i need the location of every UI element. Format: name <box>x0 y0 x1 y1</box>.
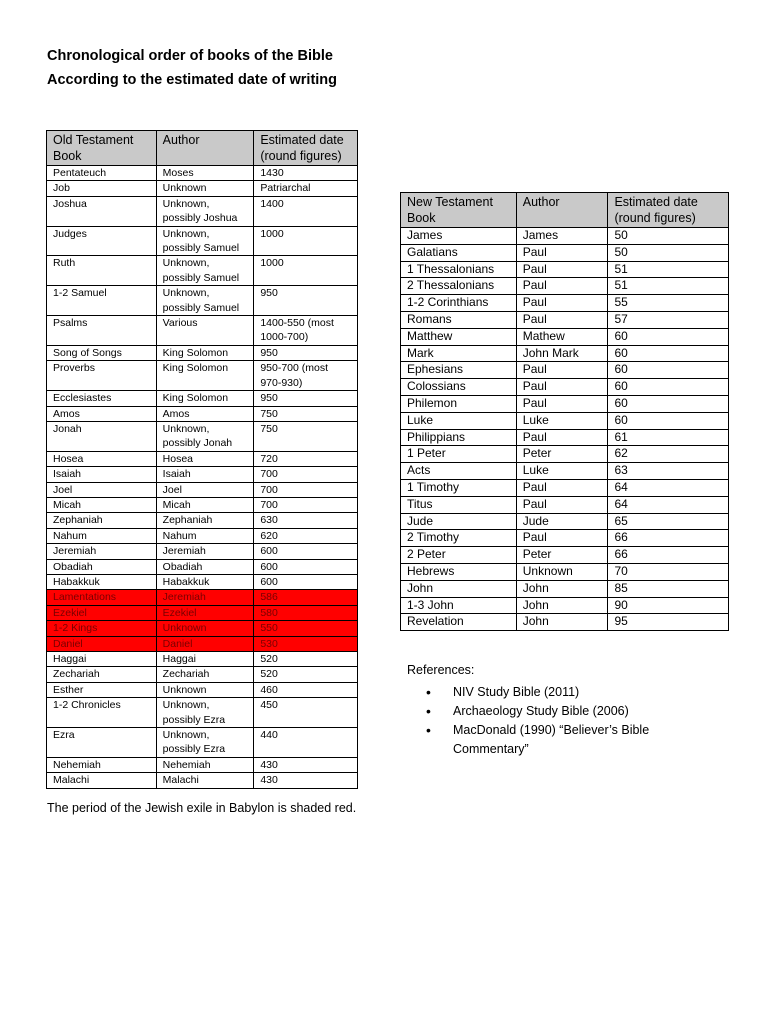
cell-date: 61 <box>608 429 729 446</box>
cell-book: Isaiah <box>47 467 157 482</box>
cell-book: Romans <box>401 311 517 328</box>
cell-author: Various <box>156 316 254 346</box>
new-testament-table <box>400 192 729 631</box>
cell-date: 430 <box>254 757 358 772</box>
cell-author: Jeremiah <box>156 590 254 605</box>
cell-book: 1-2 Chronicles <box>47 698 157 728</box>
cell-date: 600 <box>254 574 358 589</box>
cell-book: Mark <box>401 345 517 362</box>
cell-date: 60 <box>608 412 729 429</box>
cell-book: Lamentations <box>47 590 157 605</box>
cell-date: 55 <box>608 295 729 312</box>
cell-book: 1-2 Corinthians <box>401 295 517 312</box>
cell-date: 620 <box>254 528 358 543</box>
cell-date: 950 <box>254 391 358 406</box>
cell-date: 630 <box>254 513 358 528</box>
cell-book: Colossians <box>401 379 517 396</box>
table-row <box>401 244 729 261</box>
table-row <box>401 278 729 295</box>
header-book: Old Testament Book <box>47 131 157 166</box>
cell-book: Hosea <box>47 451 157 466</box>
table-row <box>47 256 358 286</box>
cell-author: Daniel <box>156 636 254 651</box>
cell-date: 950 <box>254 286 358 316</box>
cell-book: Ezra <box>47 728 157 758</box>
cell-author: Unknown, possibly Joshua <box>156 196 254 226</box>
cell-book: Pentateuch <box>47 166 157 181</box>
table-header-row <box>401 193 729 228</box>
cell-book: Haggai <box>47 652 157 667</box>
table-row <box>401 479 729 496</box>
cell-date: Patriarchal <box>254 181 358 196</box>
table-row <box>47 590 358 605</box>
table-row <box>47 605 358 620</box>
table-row <box>47 497 358 512</box>
cell-author: James <box>516 228 608 245</box>
cell-book: Esther <box>47 682 157 697</box>
table-row <box>47 559 358 574</box>
cell-author: Paul <box>516 278 608 295</box>
cell-date: 580 <box>254 605 358 620</box>
table-row <box>47 773 358 788</box>
table-row <box>47 528 358 543</box>
cell-date: 430 <box>254 773 358 788</box>
cell-author: John <box>516 614 608 631</box>
table-row <box>401 311 729 328</box>
reference-text: Archaeology Study Bible (2006) <box>453 704 629 718</box>
cell-author: Mathew <box>516 328 608 345</box>
cell-author: Paul <box>516 244 608 261</box>
cell-author: Peter <box>516 547 608 564</box>
cell-book: Nahum <box>47 528 157 543</box>
cell-date: 1000 <box>254 226 358 256</box>
reference-item <box>407 702 707 721</box>
cell-date: 1400 <box>254 196 358 226</box>
cell-date: 520 <box>254 652 358 667</box>
table-row <box>401 513 729 530</box>
table-row <box>47 286 358 316</box>
table-row <box>47 166 358 181</box>
table-row <box>47 316 358 346</box>
cell-author: Zephaniah <box>156 513 254 528</box>
cell-book: Acts <box>401 463 517 480</box>
cell-author: Hosea <box>156 451 254 466</box>
table-row <box>47 667 358 682</box>
cell-book: Ecclesiastes <box>47 391 157 406</box>
cell-book: 2 Peter <box>401 547 517 564</box>
reference-item <box>407 683 707 702</box>
cell-date: 600 <box>254 544 358 559</box>
table-row <box>47 621 358 636</box>
cell-date: 440 <box>254 728 358 758</box>
cell-author: Amos <box>156 406 254 421</box>
cell-author: King Solomon <box>156 391 254 406</box>
table-row <box>401 446 729 463</box>
cell-book: 1-3 John <box>401 597 517 614</box>
table-row <box>47 226 358 256</box>
cell-author: Malachi <box>156 773 254 788</box>
table-row <box>47 345 358 360</box>
references-heading: References: <box>407 663 475 677</box>
cell-author: Unknown <box>156 682 254 697</box>
cell-author: Luke <box>516 463 608 480</box>
cell-book: Psalms <box>47 316 157 346</box>
title-line-1: Chronological order of books of the Bible <box>47 48 333 64</box>
table-row <box>47 181 358 196</box>
table-row <box>401 597 729 614</box>
cell-author: Obadiah <box>156 559 254 574</box>
cell-date: 1400-550 (most 1000-700) <box>254 316 358 346</box>
cell-date: 60 <box>608 395 729 412</box>
cell-author: Joel <box>156 482 254 497</box>
table-row <box>47 451 358 466</box>
cell-author: Paul <box>516 479 608 496</box>
cell-book: Zephaniah <box>47 513 157 528</box>
cell-author: Zechariah <box>156 667 254 682</box>
table-row <box>47 391 358 406</box>
references-section <box>407 661 707 759</box>
table-row <box>47 421 358 451</box>
cell-date: 50 <box>608 244 729 261</box>
cell-author: Unknown <box>156 181 254 196</box>
cell-author: John Mark <box>516 345 608 362</box>
cell-date: 95 <box>608 614 729 631</box>
cell-author: Micah <box>156 497 254 512</box>
header-date: Estimated date (round figures) <box>254 131 358 166</box>
reference-text: MacDonald (1990) “Believer’s Bible Commentary” <box>453 723 650 756</box>
cell-book: Amos <box>47 406 157 421</box>
table-row <box>47 482 358 497</box>
table-row <box>401 228 729 245</box>
cell-date: 66 <box>608 530 729 547</box>
cell-date: 450 <box>254 698 358 728</box>
table-row <box>401 295 729 312</box>
cell-author: Unknown, possibly Ezra <box>156 698 254 728</box>
bullet-icon: • <box>426 722 431 738</box>
cell-date: 700 <box>254 497 358 512</box>
table-row <box>401 362 729 379</box>
cell-book: 2 Thessalonians <box>401 278 517 295</box>
cell-date: 530 <box>254 636 358 651</box>
cell-author: Luke <box>516 412 608 429</box>
cell-date: 1430 <box>254 166 358 181</box>
cell-date: 51 <box>608 278 729 295</box>
cell-book: 1-2 Kings <box>47 621 157 636</box>
table-row <box>47 698 358 728</box>
cell-book: Zechariah <box>47 667 157 682</box>
cell-book: Hebrews <box>401 563 517 580</box>
table-row <box>401 328 729 345</box>
table-row <box>47 196 358 226</box>
cell-author: Unknown, possibly Samuel <box>156 256 254 286</box>
cell-book: Galatians <box>401 244 517 261</box>
cell-book: Nehemiah <box>47 757 157 772</box>
cell-book: 2 Timothy <box>401 530 517 547</box>
cell-book: James <box>401 228 517 245</box>
cell-book: 1 Peter <box>401 446 517 463</box>
cell-book: Song of Songs <box>47 345 157 360</box>
table-row <box>401 261 729 278</box>
cell-date: 60 <box>608 328 729 345</box>
cell-date: 64 <box>608 496 729 513</box>
cell-book: Habakkuk <box>47 574 157 589</box>
cell-author: Nahum <box>156 528 254 543</box>
cell-author: Paul <box>516 496 608 513</box>
cell-date: 85 <box>608 580 729 597</box>
cell-book: Daniel <box>47 636 157 651</box>
cell-book: Philemon <box>401 395 517 412</box>
cell-date: 600 <box>254 559 358 574</box>
bullet-icon: • <box>426 703 431 719</box>
cell-date: 60 <box>608 362 729 379</box>
exile-note: The period of the Jewish exile in Babylon is shaded red. <box>47 801 357 815</box>
cell-author: Peter <box>516 446 608 463</box>
document-title <box>47 44 337 92</box>
cell-book: Ezekiel <box>47 605 157 620</box>
old-testament-table <box>46 130 358 789</box>
cell-author: Moses <box>156 166 254 181</box>
cell-book: Micah <box>47 497 157 512</box>
table-row <box>47 361 358 391</box>
cell-author: Paul <box>516 395 608 412</box>
cell-date: 586 <box>254 590 358 605</box>
cell-book: Philippians <box>401 429 517 446</box>
cell-book: Titus <box>401 496 517 513</box>
header-book: New Testament Book <box>401 193 517 228</box>
cell-book: Obadiah <box>47 559 157 574</box>
cell-date: 50 <box>608 228 729 245</box>
table-row <box>401 614 729 631</box>
cell-book: John <box>401 580 517 597</box>
cell-book: Jude <box>401 513 517 530</box>
cell-author: Jude <box>516 513 608 530</box>
cell-author: Unknown, possibly Samuel <box>156 226 254 256</box>
cell-date: 66 <box>608 547 729 564</box>
cell-book: 1 Thessalonians <box>401 261 517 278</box>
reference-text: NIV Study Bible (2011) <box>453 685 580 699</box>
cell-author: Jeremiah <box>156 544 254 559</box>
table-header-row <box>47 131 358 166</box>
table-row <box>401 547 729 564</box>
cell-author: John <box>516 597 608 614</box>
cell-book: Luke <box>401 412 517 429</box>
cell-author: Paul <box>516 261 608 278</box>
cell-book: Ruth <box>47 256 157 286</box>
cell-author: Paul <box>516 362 608 379</box>
table-row <box>401 563 729 580</box>
cell-date: 700 <box>254 482 358 497</box>
cell-date: 950 <box>254 345 358 360</box>
cell-date: 1000 <box>254 256 358 286</box>
cell-book: 1-2 Samuel <box>47 286 157 316</box>
cell-author: Paul <box>516 530 608 547</box>
cell-date: 51 <box>608 261 729 278</box>
cell-author: Habakkuk <box>156 574 254 589</box>
table-row <box>401 463 729 480</box>
cell-book: Jeremiah <box>47 544 157 559</box>
cell-author: Unknown <box>156 621 254 636</box>
cell-date: 62 <box>608 446 729 463</box>
cell-book: Ephesians <box>401 362 517 379</box>
reference-item <box>407 721 707 759</box>
cell-author: Ezekiel <box>156 605 254 620</box>
table-row <box>401 379 729 396</box>
cell-date: 460 <box>254 682 358 697</box>
cell-date: 63 <box>608 463 729 480</box>
table-row <box>47 682 358 697</box>
table-row <box>401 429 729 446</box>
cell-author: Haggai <box>156 652 254 667</box>
table-row <box>401 496 729 513</box>
cell-book: Matthew <box>401 328 517 345</box>
cell-date: 750 <box>254 421 358 451</box>
cell-book: Joel <box>47 482 157 497</box>
references-list <box>407 683 707 759</box>
cell-date: 950-700 (most 970-930) <box>254 361 358 391</box>
cell-book: Joshua <box>47 196 157 226</box>
cell-date: 64 <box>608 479 729 496</box>
cell-date: 550 <box>254 621 358 636</box>
cell-book: Malachi <box>47 773 157 788</box>
table-row <box>401 412 729 429</box>
table-row <box>47 757 358 772</box>
table-row <box>47 574 358 589</box>
table-row <box>47 652 358 667</box>
cell-author: King Solomon <box>156 345 254 360</box>
table-row <box>401 530 729 547</box>
cell-author: King Solomon <box>156 361 254 391</box>
cell-author: John <box>516 580 608 597</box>
table-row <box>401 345 729 362</box>
cell-author: Unknown, possibly Ezra <box>156 728 254 758</box>
table-row <box>401 395 729 412</box>
cell-author: Isaiah <box>156 467 254 482</box>
cell-author: Paul <box>516 379 608 396</box>
table-row <box>401 580 729 597</box>
table-row <box>47 544 358 559</box>
cell-author: Paul <box>516 311 608 328</box>
cell-date: 60 <box>608 379 729 396</box>
table-row <box>47 728 358 758</box>
table-row <box>47 513 358 528</box>
header-date: Estimated date (round figures) <box>608 193 729 228</box>
cell-author: Unknown, possibly Samuel <box>156 286 254 316</box>
cell-date: 700 <box>254 467 358 482</box>
cell-author: Nehemiah <box>156 757 254 772</box>
cell-date: 65 <box>608 513 729 530</box>
table-row <box>47 406 358 421</box>
cell-author: Unknown <box>516 563 608 580</box>
table-row <box>47 467 358 482</box>
cell-date: 70 <box>608 563 729 580</box>
cell-author: Paul <box>516 295 608 312</box>
header-author: Author <box>516 193 608 228</box>
table-row <box>47 636 358 651</box>
cell-date: 60 <box>608 345 729 362</box>
cell-author: Unknown, possibly Jonah <box>156 421 254 451</box>
title-line-2: According to the estimated date of writing <box>47 72 338 88</box>
cell-author: Paul <box>516 429 608 446</box>
cell-date: 750 <box>254 406 358 421</box>
cell-book: 1 Timothy <box>401 479 517 496</box>
cell-book: Job <box>47 181 157 196</box>
cell-book: Proverbs <box>47 361 157 391</box>
cell-date: 720 <box>254 451 358 466</box>
header-author: Author <box>156 131 254 166</box>
cell-date: 90 <box>608 597 729 614</box>
cell-book: Judges <box>47 226 157 256</box>
cell-book: Jonah <box>47 421 157 451</box>
bullet-icon: • <box>426 684 431 700</box>
cell-book: Revelation <box>401 614 517 631</box>
cell-date: 520 <box>254 667 358 682</box>
cell-date: 57 <box>608 311 729 328</box>
